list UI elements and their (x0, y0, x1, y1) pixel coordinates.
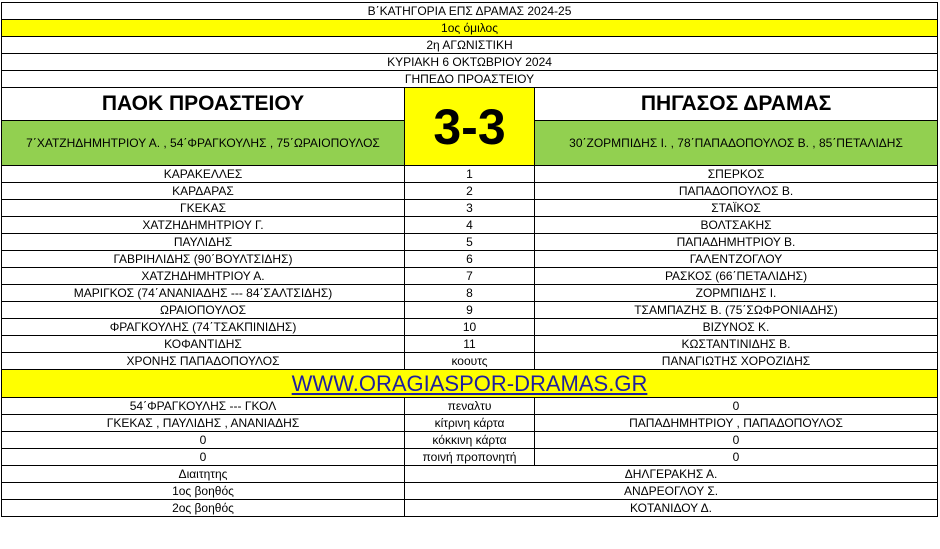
home-stat: 0 (2, 449, 405, 466)
home-player: ΦΡΑΓΚΟΥΛΗΣ (74΄ΤΣΑΚΠΙΝΙΔΗΣ) (2, 319, 405, 336)
home-player: ΠΑΥΛΙΔΗΣ (2, 234, 405, 251)
category-title: Β΄ΚΑΤΗΓΟΡΙΑ ΕΠΣ ΔΡΑΜΑΣ 2024-25 (2, 3, 938, 20)
away-stat: 0 (535, 449, 938, 466)
away-team-name: ΠΗΓΑΣΟΣ ΔΡΑΜΑΣ (535, 88, 938, 121)
stats-row (2, 398, 938, 415)
shirt-number: 5 (405, 234, 535, 251)
home-player: ΚΑΡΑΚΕΛΛΕΣ (2, 166, 405, 183)
lineup-row (2, 319, 938, 336)
stat-label: ποινή προπονητή (405, 449, 535, 466)
away-stat: ΠΑΠΑΔΗΜΗΤΡΙΟΥ , ΠΑΠΑΔΟΠΟΥΛΟΣ (535, 415, 938, 432)
lineup-row (2, 285, 938, 302)
home-player: ΓΚΕΚΑΣ (2, 200, 405, 217)
official-row (2, 500, 938, 517)
match-sheet (1, 2, 937, 517)
lineup-row (2, 251, 938, 268)
official-row (2, 483, 938, 500)
away-player: ΠΑΠΑΔΗΜΗΤΡΙΟΥ Β. (535, 234, 938, 251)
away-player: ΣΠΕΡΚΟΣ (535, 166, 938, 183)
away-coach: ΠΑΝΑΓΙΩΤΗΣ ΧΟΡΟΖΙΔΗΣ (535, 353, 938, 370)
group-title: 1ος όμιλος (2, 20, 938, 37)
home-stat: ΓΚΕΚΑΣ , ΠΑΥΛΙΔΗΣ , ΑΝΑΝΙΑΔΗΣ (2, 415, 405, 432)
lineup-row (2, 217, 938, 234)
venue-title: ΓΗΠΕΔΟ ΠΡΟΑΣΤΕΙΟΥ (2, 71, 938, 88)
home-player: ΧΑΤΖΗΔΗΜΗΤΡΙΟΥ Γ. (2, 217, 405, 234)
away-player: ΠΑΠΑΔΟΠΟΥΛΟΣ Β. (535, 183, 938, 200)
official-role: 1ος βοηθός (2, 483, 405, 500)
home-player: ΚΟΦΑΝΤΙΔΗΣ (2, 336, 405, 353)
official-name: ΔΗΛΓΕΡΑΚΗΣ Α. (405, 466, 938, 483)
home-scorers: 7΄ΧΑΤΖΗΔΗΜΗΤΡΙΟΥ Α. , 54΄ΦΡΑΓΚΟΥΛΗΣ , 75΄ΩΡΑΙΟΠΟΥΛΟΣ (2, 121, 405, 166)
stats-row (2, 432, 938, 449)
shirt-number: 11 (405, 336, 535, 353)
lineup-row (2, 302, 938, 319)
lineup-row (2, 268, 938, 285)
away-stat: 0 (535, 398, 938, 415)
stat-label: πεναλτυ (405, 398, 535, 415)
away-player: ΤΣΑΜΠΑΖΗΣ Β. (75΄ΣΩΦΡΟΝΙΑΔΗΣ) (535, 302, 938, 319)
shirt-number: 6 (405, 251, 535, 268)
home-player: ΩΡΑΙΟΠΟΥΛΟΣ (2, 302, 405, 319)
coaches-row (2, 353, 938, 370)
shirt-number: 3 (405, 200, 535, 217)
official-name: ΚΟΤΑΝΙΔΟΥ Δ. (405, 500, 938, 517)
away-scorers: 30΄ΖΟΡΜΠΙΔΗΣ Ι. , 78΄ΠΑΠΑΔΟΠΟΥΛΟΣ Β. , 85΄ΠΕΤΑΛΙΔΗΣ (535, 121, 938, 166)
final-score: 3-3 (405, 88, 535, 166)
shirt-number: 1 (405, 166, 535, 183)
lineup-row (2, 183, 938, 200)
matchday-title: 2η ΑΓΩΝΙΣΤΙΚΗ (2, 37, 938, 54)
shirt-number: 8 (405, 285, 535, 302)
lineup-row (2, 234, 938, 251)
shirt-number: 4 (405, 217, 535, 234)
lineup-row (2, 200, 938, 217)
away-player: ΒΟΛΤΣΑΚΗΣ (535, 217, 938, 234)
home-player: ΚΑΡΔΑΡΑΣ (2, 183, 405, 200)
stats-row (2, 415, 938, 432)
official-role: Διαιτητης (2, 466, 405, 483)
home-stat: 0 (2, 432, 405, 449)
date-title: ΚΥΡΙΑΚΗ 6 ΟΚΤΩΒΡΙΟΥ 2024 (2, 54, 938, 71)
shirt-number: 7 (405, 268, 535, 285)
away-stat: 0 (535, 432, 938, 449)
home-player: ΓΑΒΡΙΗΛΙΔΗΣ (90΄ΒΟΥΛΤΣΙΔΗΣ) (2, 251, 405, 268)
official-role: 2ος βοηθός (2, 500, 405, 517)
lineup-row (2, 336, 938, 353)
away-player: ΣΤΑΪΚΟΣ (535, 200, 938, 217)
shirt-number: 2 (405, 183, 535, 200)
official-name: ΑΝΔΡΕΟΓΛΟΥ Σ. (405, 483, 938, 500)
home-coach: ΧΡΟΝΗΣ ΠΑΠΑΔΟΠΟΥΛΟΣ (2, 353, 405, 370)
official-row (2, 466, 938, 483)
shirt-number: 9 (405, 302, 535, 319)
away-player: ΖΟΡΜΠΙΔΗΣ Ι. (535, 285, 938, 302)
away-player: ΚΩΣΤΑΝΤΙΝΙΔΗΣ Β. (535, 336, 938, 353)
stat-label: κόκκινη κάρτα (405, 432, 535, 449)
shirt-number: 10 (405, 319, 535, 336)
home-stat: 54΄ΦΡΑΓΚΟΥΛΗΣ --- ΓΚΟΛ (2, 398, 405, 415)
away-player: ΡΑΣΚΟΣ (66΄ΠΕΤΑΛΙΔΗΣ) (535, 268, 938, 285)
website-link[interactable]: WWW.ORAGIASPOR-DRAMAS.GR (2, 370, 938, 398)
stat-label: κίτρινη κάρτα (405, 415, 535, 432)
away-player: ΓΑΛΕΝΤΖΟΓΛΟΥ (535, 251, 938, 268)
home-player: ΧΑΤΖΗΔΗΜΗΤΡΙΟΥ Α. (2, 268, 405, 285)
coach-label: κοουτς (405, 353, 535, 370)
away-player: ΒΙΖΥΝΟΣ Κ. (535, 319, 938, 336)
match-report-table (1, 2, 938, 517)
home-team-name: ΠΑΟΚ ΠΡΟΑΣΤΕΙΟΥ (2, 88, 405, 121)
lineup-row (2, 166, 938, 183)
home-player: ΜΑΡΙΓΚΟΣ (74΄ΑΝΑΝΙΑΔΗΣ --- 84΄ΣΑΛΤΣΙΔΗΣ) (2, 285, 405, 302)
stats-row (2, 449, 938, 466)
